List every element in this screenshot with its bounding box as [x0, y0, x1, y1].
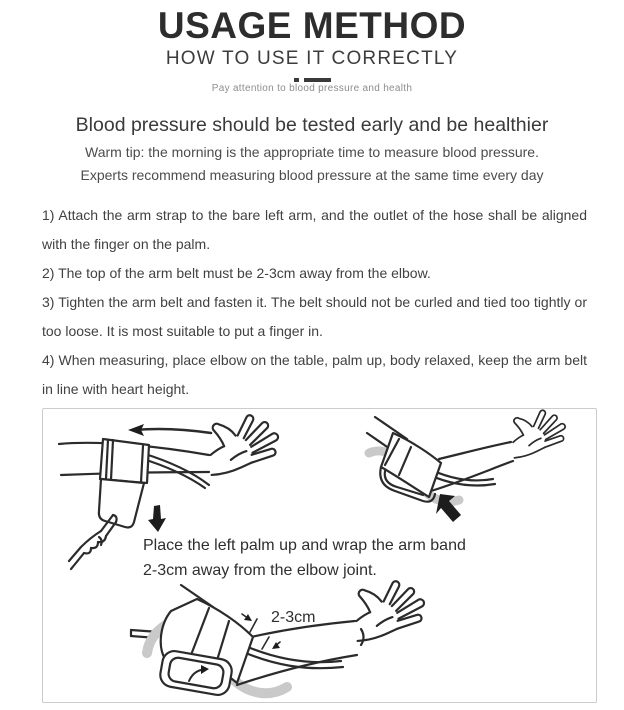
figure-sketch-wrapped-cuff [367, 409, 567, 522]
warm-tip [0, 141, 624, 187]
hand-sketch [510, 409, 567, 458]
section-heading: Blood pressure should be tested early and be healthier [75, 114, 549, 136]
figure-caption-line2: 2-3cm away from the elbow joint. [143, 562, 377, 579]
divider-dot-icon [294, 78, 299, 82]
warm-tip-line1: Warm tip: the morning is the appropriate time to measure blood pressure. [85, 144, 539, 160]
cuff-flap-sketch [99, 479, 144, 527]
cuff-band-sketch [381, 433, 441, 497]
figure-caption-line1: Place the left palm up and wrap the arm band [143, 537, 466, 554]
step-item-2: 2) The top of the arm belt must be 2-3cm away from the elbow. [42, 265, 431, 281]
page-subtitle: HOW TO USE IT CORRECTLY [165, 48, 459, 69]
warm-tip-line2: Experts recommend measuring blood pressure at the same time every day [80, 167, 544, 183]
down-arrow-icon [148, 505, 166, 532]
left-arrow-icon [128, 424, 211, 436]
hand-sketch [209, 414, 280, 475]
page-title: USAGE METHOD [157, 5, 467, 46]
figure-box [42, 408, 597, 703]
hand-sketch [355, 580, 426, 641]
usage-steps [42, 201, 587, 404]
step-item-1: 1) Attach the arm strap to the bare left arm, and the outlet of the hose shall be aligned with the finger on the palm. [42, 207, 587, 252]
step-item-4: 4) When measuring, place elbow on the table, palm up, body relaxed, keep the arm belt in line with heart height. [42, 352, 587, 397]
title-divider [0, 71, 624, 77]
distance-label: 2-3cm [271, 609, 316, 626]
step-item-3: 3) Tighten the arm belt and fasten it. The belt should not be curled and tied too tightly or too loose. It is most suitable to put a finger in. [42, 294, 587, 339]
cuff-hose-sketch [140, 453, 209, 488]
figure-sketch-distance-cuff [131, 580, 426, 697]
figure-caption [143, 533, 466, 583]
divider-bar-icon [304, 78, 331, 82]
tagline: Pay attention to blood pressure and health [211, 83, 413, 94]
